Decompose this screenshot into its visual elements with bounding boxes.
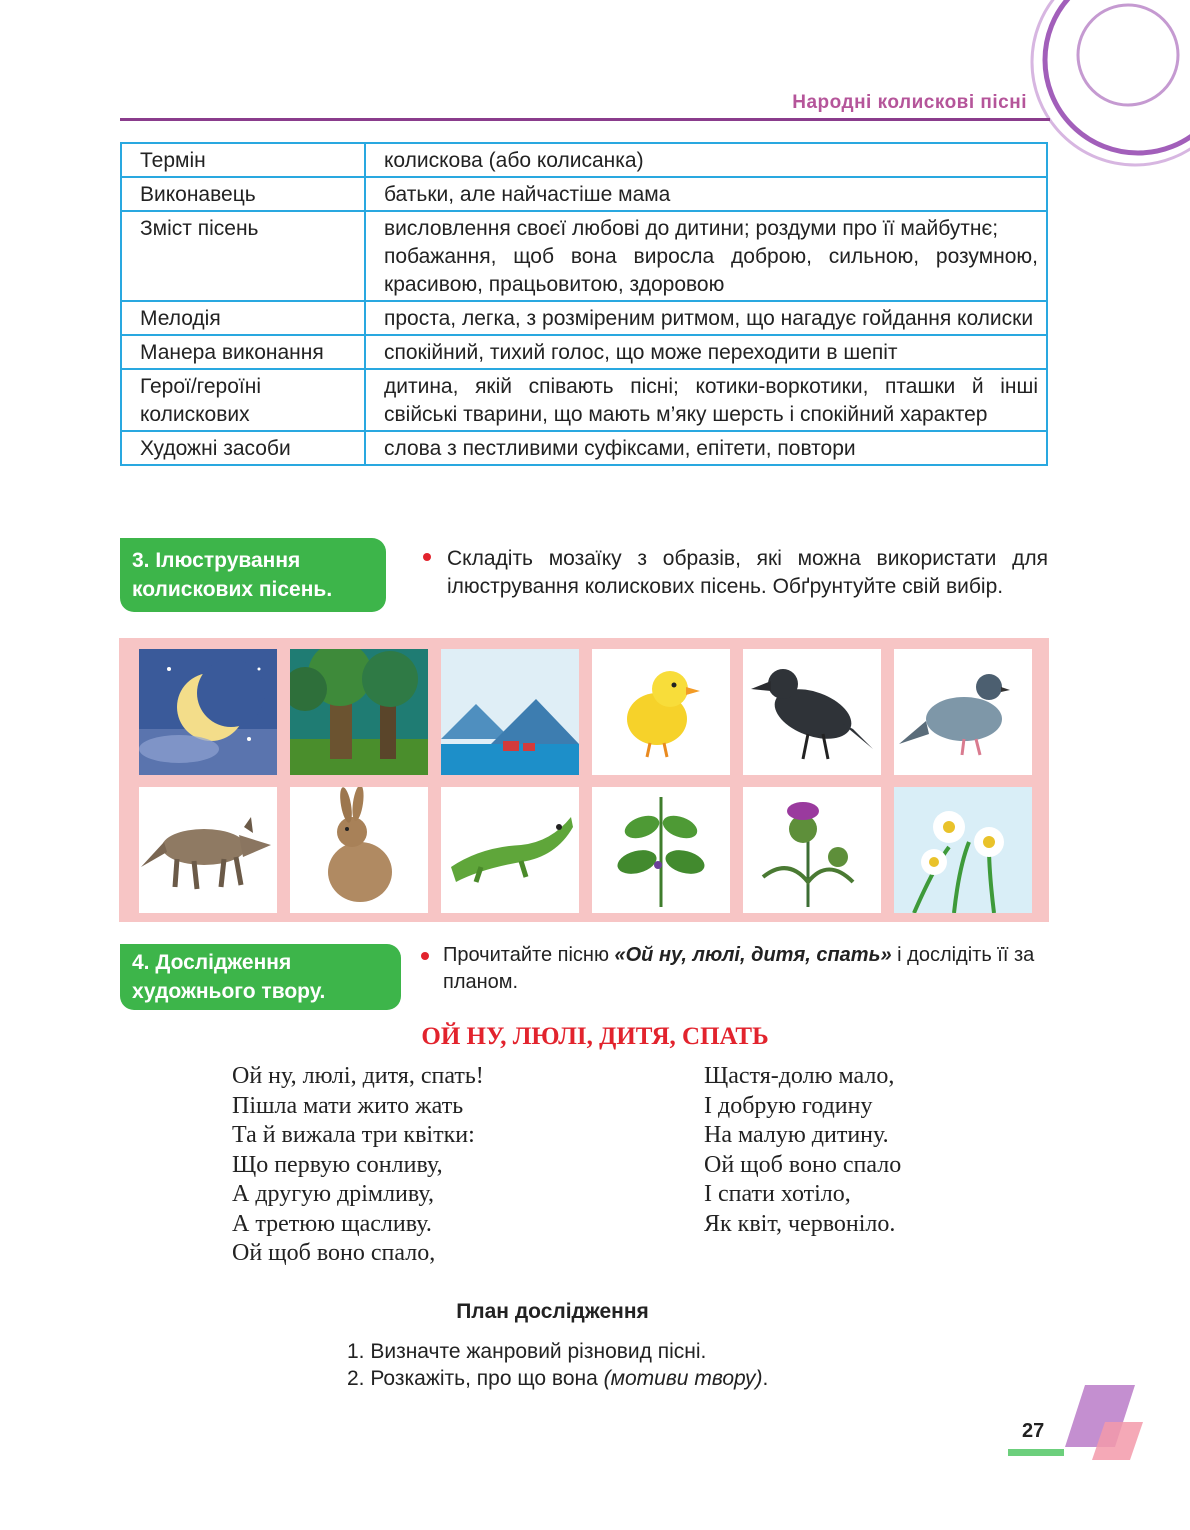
poem-line: А другую дрімливу,: [232, 1181, 434, 1207]
table-row: [121, 431, 1047, 465]
task4-label: [120, 944, 401, 1010]
plan-item: [347, 1367, 768, 1391]
table-term: Термін: [121, 143, 365, 177]
thistle-image: [743, 787, 881, 913]
table-term: Виконавець: [121, 177, 365, 211]
task4-instruction-start: Прочитайте пісню: [443, 944, 615, 966]
plan-title: План дослідження: [456, 1300, 649, 1323]
table-value-line: побажання, щоб вона виросла доброю, сильною, розумною, красивою, працьовитою, здоровою: [384, 245, 1038, 296]
table-term: Герої/героїні колискових: [121, 369, 365, 431]
poem-line: Що первую сонливу,: [232, 1151, 443, 1178]
table-row: [121, 143, 1047, 177]
table-term: Художні засоби: [121, 431, 365, 465]
header-rule: [120, 118, 1050, 121]
song-reference: «Ой ну, люлі, дитя, спать»: [614, 944, 892, 966]
table-value-line: висловлення своєї любові до дитини; роздуми про її майбутнє;: [384, 217, 999, 240]
poem-line: Ой щоб воно спало,: [232, 1240, 436, 1266]
chick-image: [592, 649, 730, 775]
plan-item-text: 2. Розкажіть, про що вона: [347, 1367, 604, 1390]
plan-item-italic: (мотиви твору): [603, 1367, 763, 1390]
poem-line: Та й вижала три квітки:: [232, 1122, 475, 1148]
table-term: Манера виконання: [121, 335, 365, 369]
poem-column-left: [232, 1062, 484, 1269]
table-term: Мелодія: [121, 301, 365, 335]
table-row: [121, 301, 1047, 335]
plan-item-end: .: [762, 1367, 769, 1390]
task3-label-line2: колискових пісень.: [132, 578, 333, 601]
crocodile-image: [441, 787, 579, 913]
running-title: Народні колискові пісні: [792, 92, 1027, 113]
winter-image: [441, 649, 579, 775]
page-number-bar: [1008, 1449, 1064, 1456]
table-row: [121, 177, 1047, 211]
task3-instruction: Складіть мозаїку з образів, які можна використати для ілюстрування колискових пісень. Обґрунтуйте свій вибір.: [447, 547, 1048, 598]
daisies-image: [894, 787, 1032, 913]
bullet-icon: [423, 553, 431, 561]
wolf-image: [139, 787, 277, 913]
mint-image: [592, 787, 730, 913]
table-value: слова з пестливими суфіксами, епітети, повтори: [365, 431, 1047, 465]
pigeon-image: [894, 649, 1032, 775]
forest-image: [290, 649, 428, 775]
image-mosaic: [119, 638, 1049, 922]
moon-image: [139, 649, 277, 775]
hare-image: [290, 787, 428, 913]
table-value: батьки, але найчастіше мама: [365, 177, 1047, 211]
table-value: дитина, якій співають пісні; котики-воркотики, пташки й інші свійські тварини, що мають м’яку шерсть і спокійний характер: [365, 369, 1047, 431]
poem-column-right: [704, 1062, 901, 1239]
crow-image: [743, 649, 881, 775]
poem-line: Ой щоб воно спало: [704, 1151, 902, 1178]
table-value: спокійний, тихий голос, що може переходити в шепіт: [365, 335, 1047, 369]
table-value: колискова (або колисанка): [365, 143, 1047, 177]
task4-label-line1: 4. Дослідження: [132, 951, 292, 974]
plan-item: 1. Визначте жанровий різновид пісні.: [347, 1340, 707, 1363]
table-row: [121, 369, 1047, 431]
poem-line: І спати хотіло,: [704, 1181, 851, 1207]
poem-line: На малую дитину.: [704, 1122, 889, 1148]
poem-title: ОЙ НУ, ЛЮЛІ, ДИТЯ, СПАТЬ: [421, 1023, 769, 1050]
poem-line: Щастя-долю мало,: [704, 1063, 895, 1089]
poem-line: А третюю щасливу.: [232, 1210, 432, 1237]
poem-line: Пішла мати жито жать: [232, 1092, 464, 1119]
bullet-icon: [421, 952, 429, 960]
table-row: [121, 335, 1047, 369]
poem-line: І добрую годину: [704, 1092, 873, 1119]
task4-label-line2: художнього твору.: [132, 980, 326, 1003]
table-row: [121, 211, 1047, 301]
task4-instruction-end: і дослідіть її за планом.: [443, 944, 1035, 993]
poem-line: Ой ну, люлі, дитя, спать!: [232, 1063, 484, 1089]
page-number: 27: [1022, 1420, 1045, 1442]
corner-decoration: [1060, 1385, 1150, 1460]
table-value: [365, 211, 1047, 301]
info-table: [120, 142, 1048, 466]
poem-line: Як квіт, червоніло.: [704, 1210, 896, 1237]
table-term: Зміст пісень: [121, 211, 365, 301]
task3-label-line1: 3. Ілюстрування: [132, 549, 301, 572]
table-value: проста, легка, з розміреним ритмом, що нагадує гойдання колиски: [365, 301, 1047, 335]
task4-instruction: [443, 942, 1053, 996]
task3-label: [120, 538, 386, 612]
